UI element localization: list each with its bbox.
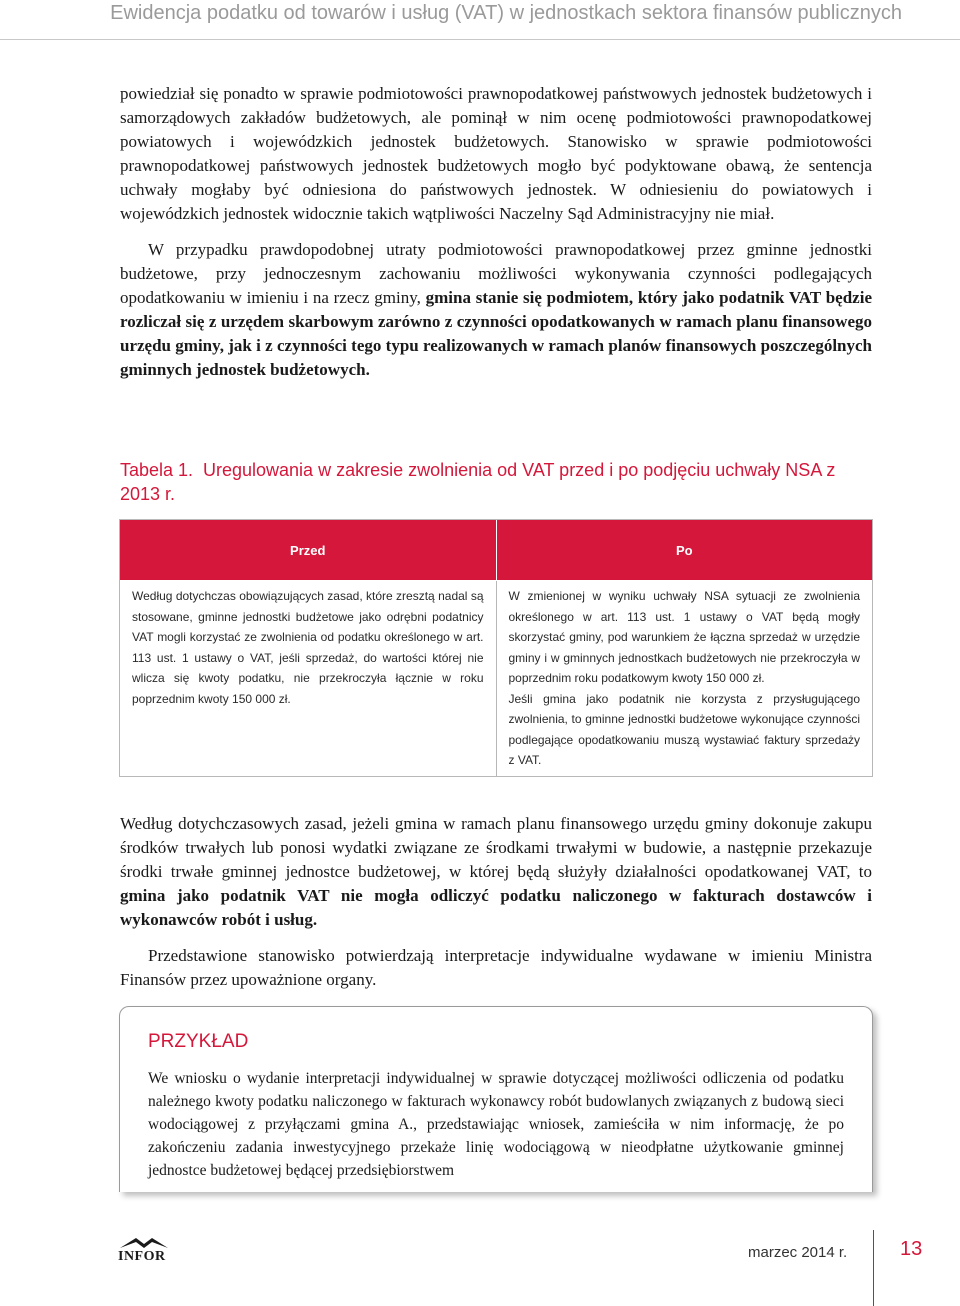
table-caption-text: Uregulowania w zakresie zwolnienia od VAT przed i po podjęciu uchwały NSA z 2013 r.: [120, 460, 836, 504]
paragraph-4: Przedstawione stanowisko potwierdzają interpretacje indywidualne wydawane w imieniu Ministra Finansów przez upoważnione organy.: [120, 946, 872, 989]
logo-wings-icon: [118, 1236, 170, 1250]
example-title: PRZYKŁAD: [148, 1031, 249, 1052]
vat-exemption-table: [119, 519, 873, 777]
main-text-section: [120, 82, 872, 382]
table-cell-before: [120, 581, 497, 777]
running-title: Ewidencja podatku od towarów i usług (VAT) w jednostkach sektora finansów publicznych: [110, 2, 902, 24]
paragraph-1: powiedział się ponadto w sprawie podmiotowości prawnopodatkowej państwowych jednostek budżetowych i samorządowych zakładów budżetowych, ale pominął w nim ocenę podmiotowości prawnopodatkowej powiatowych i wojewódzkich jednostek budżetowych. Stanowisko w sprawie podmiotowości prawnopodatkowej państwowych jednostek budżetowych mogło być podyktowane obawą, że sentencja uchwały mogłaby być odniesiona do państwowych jednostek. W odniesieniu do powiatowych i wojewódzkich jednostek widocznie takich wątpliwości Naczelny Sąd Administracyjny nie miał.: [120, 84, 872, 223]
table-header-before: Przed: [120, 520, 497, 580]
table-caption-number: Tabela 1.: [120, 460, 194, 480]
table-cell-after: [497, 581, 873, 777]
table-caption: [120, 458, 880, 506]
table-cell-before-text: Według dotychczas obowiązujących zasad, które zresztą nadal są stosowane, gminne jednostki budżetowe jako odrębni podatnicy VAT mogli korzystać ze zwolnienia od podatku określonego w art. 113 ust. 1 ustawy o VAT, jeśli sprzedaż, do wartości której nie wlicza się kwoty podatku, nie przekroczyła łącznie w roku poprzednim kwoty 150 000 zł.: [132, 589, 484, 706]
table-header-after: Po: [675, 542, 693, 558]
table-row: [120, 581, 872, 777]
paragraph-2: [120, 238, 872, 382]
page-number: 13: [900, 1238, 923, 1260]
paragraph-3-bold: gmina jako podatnik VAT nie mogła odliczyć podatku naliczonego w fakturach dostawców i wykonawców robót i usług.: [120, 886, 872, 929]
infor-logo: [118, 1236, 170, 1266]
second-text-section: [120, 812, 872, 992]
logo-text: INFOR: [118, 1249, 166, 1264]
footer-date: marzec 2014 r.: [748, 1244, 848, 1261]
table-cell-after-text-2: Jeśli gmina jako podatnik nie korzysta z przysługującego zwolnienia, to gminne jednostki budżetowe wykonujące czynności podlegające opodatkowaniu muszą wystawiać faktury sprzedaży z VAT.: [508, 691, 860, 767]
paragraph-3-text: Według dotychczasowych zasad, jeżeli gmina w ramach planu finansowego urzędu gminy dokonuje zakupu środków trwałych lub ponosi wydatki związane ze środkami trwałymi w budowie, a następnie przekazuje środki trwałe gminnej jednostce budżetowej, w której będą służyły działalności opodatkowanej VAT, to: [120, 814, 872, 881]
example-box: [119, 1006, 873, 1192]
table-header-row: [120, 520, 872, 580]
paragraph-3: [120, 812, 872, 932]
paragraph-2-text: W przypadku prawdopodobnej utraty podmiotowości prawnopodatkowej przez gminne jednostki budżetowe, przy jednoczesnym zachowaniu możliwości wykonywania czynności podlegających opodatkowaniu w imieniu i na rzecz gminy,: [120, 240, 872, 307]
table-cell-after-text-1: W zmienionej w wyniku uchwały NSA sytuacji ze zwolnienia określonego w art. 113 ust. 1 ustawy o VAT będą mogły skorzystać gminy, pod warunkiem że łączna sprzedaż w urzędzie gminy i w gminnych jednostkach budżetowych nie przekroczyła w poprzednim roku podatkowym kwoty 150 000 zł.: [508, 589, 860, 685]
paragraph-2-bold: gmina stanie się podmiotem, który jako podatnik VAT będzie rozliczał się z urzędem skarbowym zarówno z czynności opodatkowanych w ramach planu finansowego urzędu gminy, jak i z czynności tego typu realizowanych w ramach planów finansowych poszczególnych gminnych jednostek budżetowych.: [120, 288, 872, 379]
footer-divider: [873, 1230, 874, 1306]
running-head: [0, 0, 960, 40]
example-text: We wniosku o wydanie interpretacji indywidualnej w sprawie dotyczącej możliwości odliczenia od podatku należnego kwoty podatku naliczonego w fakturach wykonawcy robót budowlanych związanych z budową sieci wodociągowej z przyłączami gmina A., przedstawiając wniosek, zamieściła w nim informację, że po zakończeniu zadania inwestycyjnego przekaże linię wodociągową w nieodpłatne użytkowanie gminnej jednostce budżetowej będącej przedsiębiorstwem: [148, 1070, 844, 1179]
